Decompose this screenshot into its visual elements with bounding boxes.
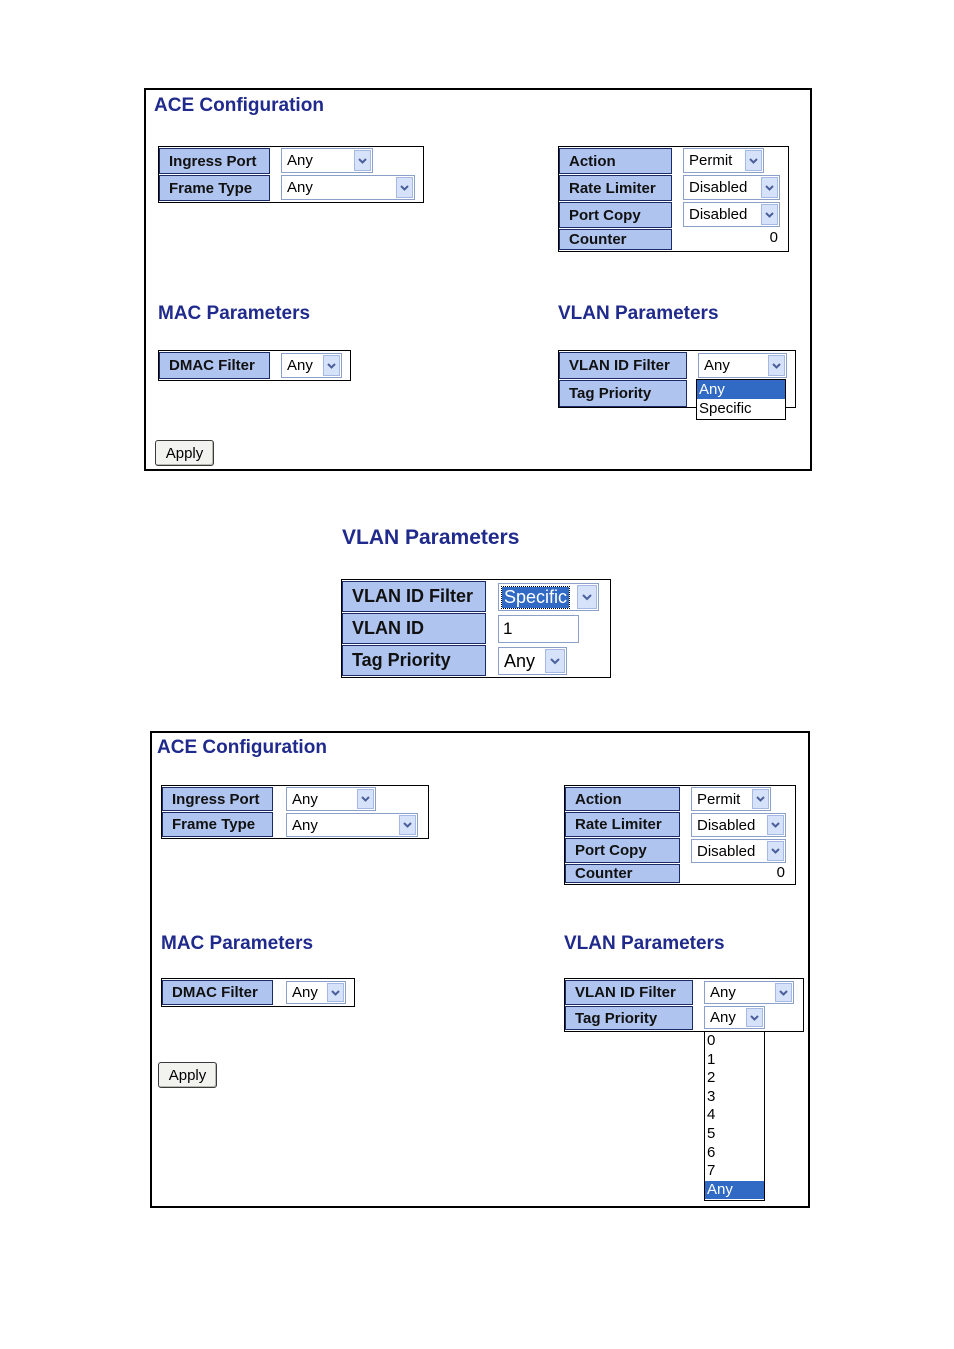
chevron-down-icon[interactable] bbox=[323, 355, 340, 376]
action-table bbox=[558, 146, 789, 252]
frame-type-value: Any bbox=[292, 816, 318, 834]
frame-type-label: Frame Type bbox=[162, 812, 273, 837]
dropdown-option[interactable]: 6 bbox=[707, 1143, 716, 1161]
apply-button[interactable]: Apply bbox=[158, 1062, 217, 1088]
action-select[interactable] bbox=[691, 787, 771, 811]
port-copy-value: Disabled bbox=[689, 206, 748, 223]
chevron-down-icon[interactable] bbox=[752, 789, 769, 809]
dropdown-option[interactable]: 1 bbox=[707, 1050, 716, 1068]
ace-configuration-panel-2 bbox=[150, 731, 810, 1208]
port-copy-select[interactable] bbox=[683, 202, 780, 227]
vlan-id-filter-label: VLAN ID Filter bbox=[342, 581, 486, 612]
rate-limiter-select[interactable] bbox=[683, 175, 780, 200]
frame-type-select[interactable] bbox=[281, 175, 415, 200]
counter-value: 0 bbox=[769, 229, 778, 246]
action-value: Permit bbox=[697, 790, 741, 808]
chevron-down-icon[interactable] bbox=[761, 177, 778, 198]
vlan-parameters-title: VLAN Parameters bbox=[558, 303, 719, 324]
dropdown-option-specific[interactable]: Specific bbox=[699, 400, 752, 417]
dmac-filter-select[interactable] bbox=[286, 981, 346, 1004]
chevron-down-icon[interactable] bbox=[545, 649, 565, 673]
dmac-filter-select[interactable] bbox=[281, 353, 342, 378]
chevron-down-icon[interactable] bbox=[577, 585, 597, 609]
chevron-down-icon[interactable] bbox=[745, 150, 762, 171]
action-label: Action bbox=[565, 787, 680, 811]
rate-limiter-label: Rate Limiter bbox=[559, 175, 672, 201]
mac-parameters-table bbox=[161, 978, 355, 1007]
tag-priority-dropdown bbox=[704, 1031, 765, 1201]
port-frame-table bbox=[158, 146, 424, 203]
tag-priority-label: Tag Priority bbox=[565, 1006, 693, 1030]
chevron-down-icon[interactable] bbox=[767, 815, 784, 835]
ingress-port-value: Any bbox=[287, 152, 313, 169]
ingress-port-label: Ingress Port bbox=[159, 148, 270, 174]
vlan-id-filter-value: Any bbox=[704, 357, 730, 374]
page-title: ACE Configuration bbox=[157, 737, 327, 758]
port-frame-table bbox=[161, 785, 429, 839]
port-copy-label: Port Copy bbox=[565, 838, 680, 863]
port-copy-select[interactable] bbox=[691, 839, 786, 863]
dropdown-option[interactable]: 7 bbox=[707, 1162, 716, 1180]
vlan-id-label: VLAN ID bbox=[342, 613, 486, 644]
dropdown-option-any[interactable]: Any bbox=[705, 1181, 764, 1200]
tag-priority-value: Any bbox=[504, 650, 536, 671]
vlan-parameters-title: VLAN Parameters bbox=[564, 933, 725, 954]
dropdown-option[interactable]: 4 bbox=[707, 1106, 716, 1124]
port-copy-label: Port Copy bbox=[559, 202, 672, 228]
dropdown-option[interactable]: 2 bbox=[707, 1069, 716, 1087]
rate-limiter-label: Rate Limiter bbox=[565, 812, 680, 837]
mac-parameters-title: MAC Parameters bbox=[158, 303, 311, 324]
ingress-port-select[interactable] bbox=[286, 787, 376, 811]
vlan-id-filter-select[interactable] bbox=[498, 583, 599, 611]
ingress-port-select[interactable] bbox=[281, 148, 373, 173]
chevron-down-icon[interactable] bbox=[357, 789, 374, 809]
tag-priority-label: Tag Priority bbox=[559, 380, 687, 407]
chevron-down-icon[interactable] bbox=[761, 204, 778, 225]
action-table bbox=[564, 785, 796, 885]
chevron-down-icon[interactable] bbox=[354, 150, 371, 171]
dmac-filter-value: Any bbox=[287, 357, 313, 374]
vlan-id-filter-label: VLAN ID Filter bbox=[565, 980, 693, 1005]
tag-priority-label: Tag Priority bbox=[342, 645, 486, 676]
frame-type-select[interactable] bbox=[286, 813, 418, 837]
tag-priority-value: Any bbox=[710, 1009, 736, 1026]
counter-label: Counter bbox=[565, 864, 680, 883]
mac-parameters-title: MAC Parameters bbox=[161, 933, 314, 954]
dropdown-option-any[interactable]: Any bbox=[697, 380, 785, 399]
mac-parameters-table bbox=[158, 350, 351, 381]
frame-type-value: Any bbox=[287, 179, 313, 196]
tag-priority-select[interactable] bbox=[498, 647, 567, 675]
vlan-id-filter-value: Specific bbox=[504, 586, 568, 607]
tag-priority-select[interactable] bbox=[704, 1006, 765, 1029]
counter-label: Counter bbox=[559, 229, 672, 250]
ace-configuration-panel-1 bbox=[144, 88, 812, 471]
vlan-id-filter-value: Any bbox=[710, 984, 736, 1001]
rate-limiter-select[interactable] bbox=[691, 813, 786, 837]
action-select[interactable] bbox=[683, 148, 764, 173]
dropdown-option[interactable]: 0 bbox=[707, 1032, 716, 1049]
dmac-filter-label: DMAC Filter bbox=[162, 980, 273, 1005]
ingress-port-label: Ingress Port bbox=[162, 787, 273, 811]
dropdown-option[interactable]: 5 bbox=[707, 1124, 716, 1142]
dropdown-option[interactable]: 3 bbox=[707, 1087, 716, 1105]
chevron-down-icon[interactable] bbox=[768, 355, 785, 376]
chevron-down-icon[interactable] bbox=[775, 983, 792, 1002]
action-value: Permit bbox=[689, 152, 733, 169]
vlan-id-filter-label: VLAN ID Filter bbox=[559, 352, 687, 379]
action-label: Action bbox=[559, 148, 672, 174]
chevron-down-icon[interactable] bbox=[399, 815, 416, 835]
counter-value: 0 bbox=[776, 864, 785, 881]
vlan-id-input[interactable]: 1 bbox=[498, 615, 579, 643]
chevron-down-icon[interactable] bbox=[746, 1008, 763, 1027]
dmac-filter-value: Any bbox=[292, 984, 318, 1001]
ingress-port-value: Any bbox=[292, 790, 318, 808]
vlan-id-filter-select[interactable] bbox=[704, 981, 794, 1004]
rate-limiter-value: Disabled bbox=[697, 816, 756, 834]
vlan-id-filter-select[interactable] bbox=[698, 353, 787, 378]
vlan-id-filter-dropdown bbox=[696, 379, 786, 420]
port-copy-value: Disabled bbox=[697, 842, 756, 860]
chevron-down-icon[interactable] bbox=[767, 841, 784, 861]
apply-button[interactable]: Apply bbox=[155, 440, 214, 466]
vlan-parameters-table bbox=[564, 978, 804, 1032]
dmac-filter-label: DMAC Filter bbox=[159, 352, 270, 379]
chevron-down-icon[interactable] bbox=[396, 177, 413, 198]
chevron-down-icon[interactable] bbox=[327, 983, 344, 1002]
page-title: ACE Configuration bbox=[154, 95, 324, 116]
vlan-parameters-table-large bbox=[341, 579, 611, 678]
frame-type-label: Frame Type bbox=[159, 175, 270, 201]
vlan-parameters-title-large: VLAN Parameters bbox=[342, 526, 520, 549]
rate-limiter-value: Disabled bbox=[689, 179, 748, 196]
